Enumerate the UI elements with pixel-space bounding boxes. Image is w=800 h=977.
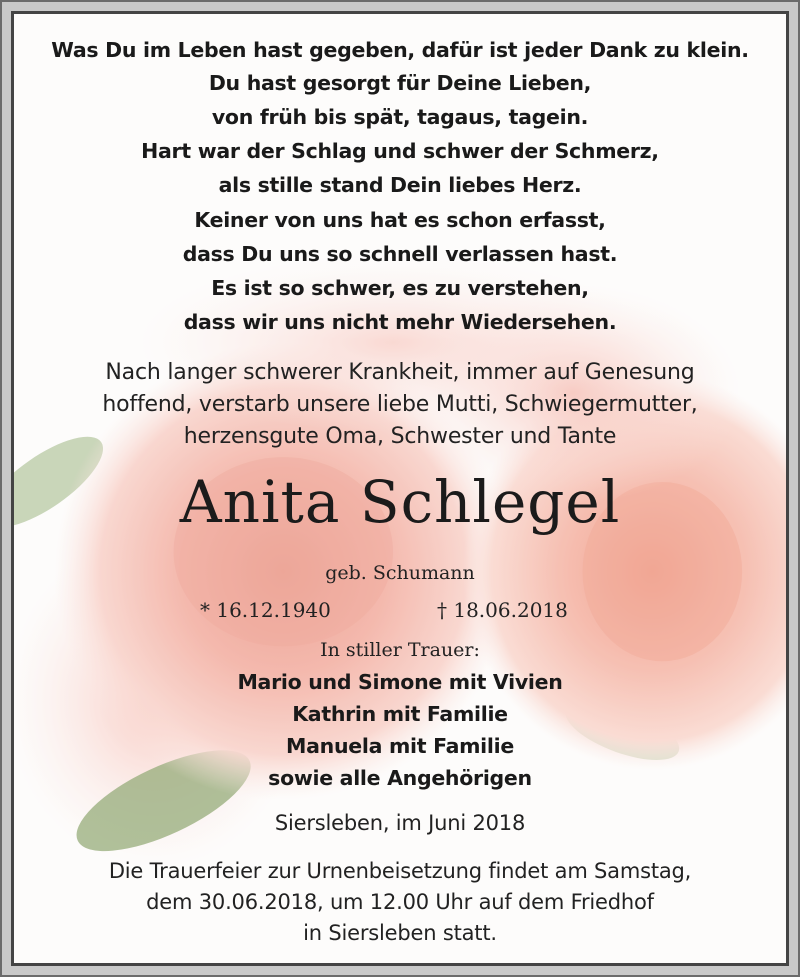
maiden-name: geb. Schumann [325,562,475,584]
funeral-line: Die Trauerfeier zur Urnenbeisetzung findet am Samstag, [108,859,692,883]
poem-line: von früh bis spät, tagaus, tagein. [211,105,589,129]
funeral-line: dem 30.06.2018, um 12.00 Uhr auf dem Friedhof [146,890,654,914]
obituary-card [11,11,789,966]
poem-line: Was Du im Leben hast gegeben, dafür ist jeder Dank zu klein. [51,38,749,62]
intro-line: hoffend, verstarb unsere liebe Mutti, Schwiegermutter, [102,392,698,417]
poem-line: dass Du uns so schnell verlassen hast. [182,242,618,266]
mourner-line: sowie alle Angehörigen [268,766,532,790]
birth-date: * 16.12.1940 [200,598,331,622]
poem-line: Du hast gesorgt für Deine Lieben, [208,71,592,95]
poem-line: dass wir uns nicht mehr Wiedersehen. [183,310,617,334]
mourners-heading: In stiller Trauer: [320,639,480,661]
funeral-line: in Siersleben statt. [303,921,497,945]
place-date: Siersleben, im Juni 2018 [274,811,526,835]
poem-line: Es ist so schwer, es zu verstehen, [211,276,589,300]
intro-line: herzensgute Oma, Schwester und Tante [183,424,617,449]
mourner-line: Mario und Simone mit Vivien [237,670,563,694]
obituary-text [14,14,786,963]
deceased-name: Anita Schlegel [179,468,621,536]
death-date: † 18.06.2018 [437,598,568,622]
intro-line: Nach langer schwerer Krankheit, immer auf Genesung [105,360,695,385]
mourner-line: Kathrin mit Familie [292,702,508,726]
poem-line: Keiner von uns hat es schon erfasst, [194,208,606,232]
mourner-line: Manuela mit Familie [286,734,514,758]
poem-line: Hart war der Schlag und schwer der Schmerz, [141,139,659,163]
poem-line: als stille stand Dein liebes Herz. [218,173,582,197]
